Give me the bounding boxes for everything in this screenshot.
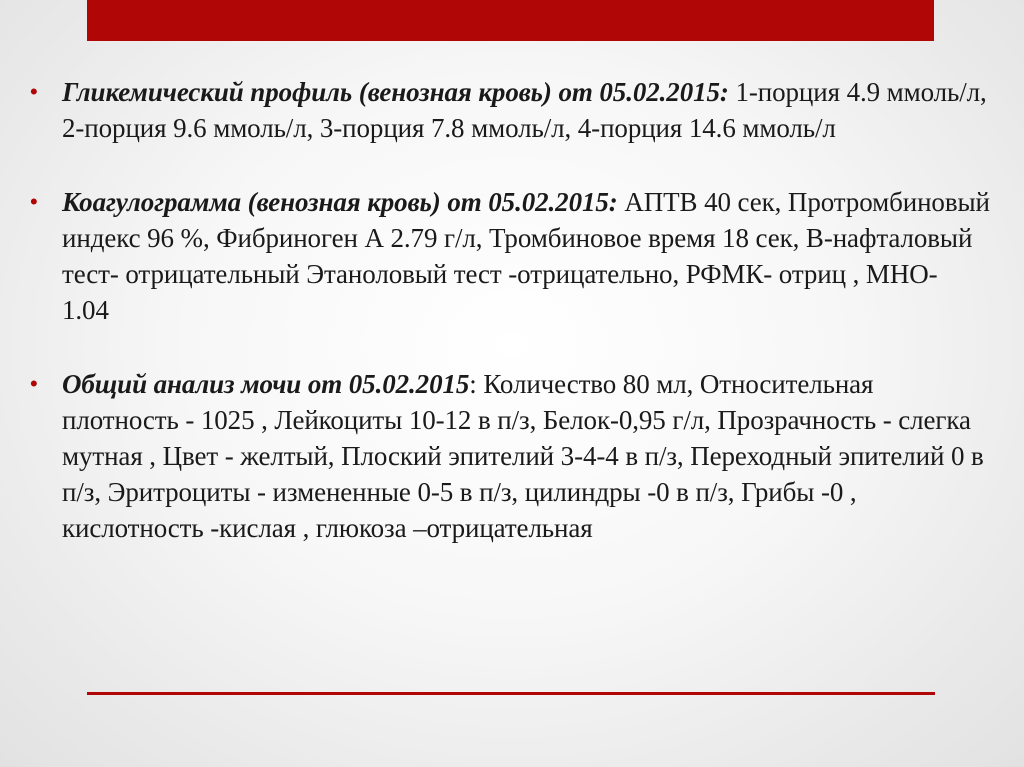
bottom-accent-rule bbox=[87, 692, 935, 695]
bullet-icon: • bbox=[30, 189, 38, 214]
item-heading: Гликемический профиль (венозная кровь) от 05.02.2015: bbox=[62, 77, 729, 107]
item-heading: Общий анализ мочи от 05.02.2015 bbox=[62, 369, 470, 399]
bullet-item-glycemic-profile bbox=[30, 74, 990, 146]
item-body: АПТВ 40 сек, Протромбиновый индекс 96 %, Фибриноген А 2.79 г/л, Тромбиновое время 18 сек, В-нафталовый тест- отрицательный Этаноловый тест -отрицательно, РФМК- отриц , МНО- 1.04 bbox=[62, 187, 990, 325]
slide-content bbox=[30, 74, 990, 546]
item-heading: Коагулограмма (венозная кровь) от 05.02.2015: bbox=[62, 187, 618, 217]
bullet-item-urinalysis bbox=[30, 366, 990, 546]
bullet-icon: • bbox=[30, 79, 38, 104]
item-body: 1-порция 4.9 ммоль/л, 2-порция 9.6 ммоль/л, 3-порция 7.8 ммоль/л, 4-порция 14.6 ммоль/л bbox=[62, 77, 987, 143]
bullet-item-coagulogram bbox=[30, 184, 990, 328]
bullet-icon: • bbox=[30, 371, 38, 396]
item-body: : Количество 80 мл, Относительная плотность - 1025 , Лейкоциты 10-12 в п/з, Белок-0,95 г/л, Прозрачность - слегка мутная , Цвет - желтый, Плоский эпителий 3-4-4 в п/з, Переходный эпителий 0 в п/з, Эритроциты - измененные 0-5 в п/з, цилиндры -0 в п/з, Грибы -0 , кислотность -кислая , глюкоза –отрицательная bbox=[62, 369, 984, 543]
top-accent-bar bbox=[87, 0, 934, 41]
